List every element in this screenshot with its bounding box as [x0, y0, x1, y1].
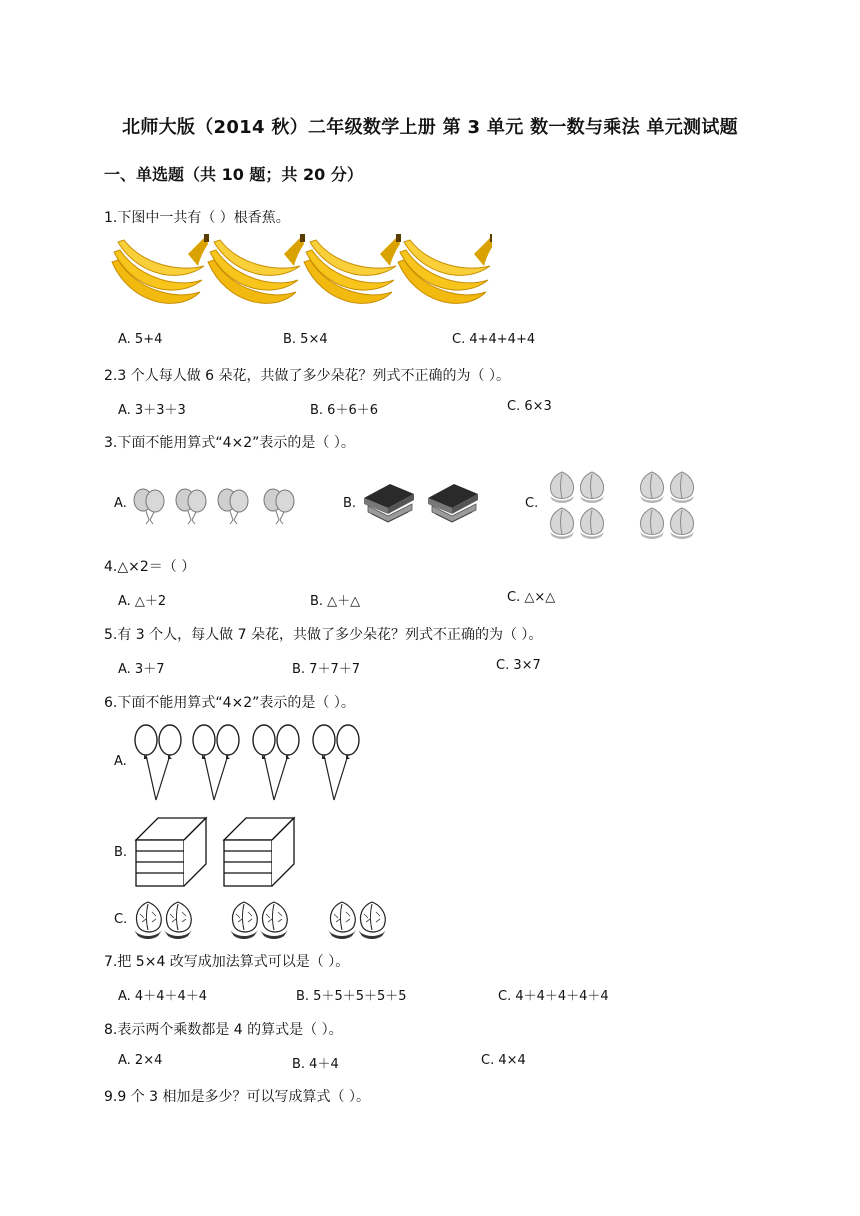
q8-option-b: B. 4＋4 — [292, 1057, 339, 1072]
q2-option-a: A. 3＋3＋3 — [118, 403, 186, 418]
book-stacks-image — [360, 478, 480, 526]
book-outline-stacks-image — [130, 814, 300, 890]
q1-option-a: A. 5+4 — [118, 332, 163, 347]
q7-option-a: A. 4＋4＋4＋4 — [118, 989, 208, 1004]
balloon-pairs-image — [132, 486, 302, 526]
peach-groups-image — [546, 470, 702, 542]
q5-option-b: B. 7＋7＋7 — [292, 662, 360, 677]
balloon-outline-image — [130, 722, 366, 804]
q6-option-c: C. — [114, 912, 128, 927]
section-heading: 一、单选题（共 10 题；共 20 分） — [104, 165, 363, 184]
page-title: 北师大版（2014 秋）二年级数学上册 第 3 单元 数一数与乘法 单元测试题 — [122, 117, 738, 138]
q5-option-c: C. 3×7 — [496, 658, 541, 673]
q1-option-c: C. 4+4+4+4 — [452, 332, 536, 347]
q8-option-c: C. 4×4 — [481, 1053, 526, 1068]
banana-bunches-image — [108, 234, 492, 314]
question-8: 8.表示两个乘数都是 4 的算式是（ ）。 — [104, 1022, 343, 1038]
question-5: 5.有 3 个人，每人做 7 朵花，共做了多少朵花？列式不正确的为（ ）。 — [104, 627, 543, 643]
q4-option-a: A. △＋2 — [118, 594, 167, 609]
q2-option-b: B. 6＋6＋6 — [310, 403, 378, 418]
q4-option-c: C. △×△ — [507, 590, 556, 605]
question-6: 6.下面不能用算式“4×2”表示的是（ ）。 — [104, 695, 355, 711]
question-2: 2.3 个人每人做 6 朵花，共做了多少朵花？列式不正确的为（ ）。 — [104, 368, 510, 384]
question-7: 7.把 5×4 改写成加法算式可以是（ ）。 — [104, 954, 350, 970]
question-3: 3.下面不能用算式“4×2”表示的是（ ）。 — [104, 435, 355, 451]
q3-option-b: B. — [343, 496, 357, 511]
q8-option-a: A. 2×4 — [118, 1053, 163, 1068]
q1-option-b: B. 5×4 — [283, 332, 328, 347]
q7-option-c: C. 4＋4＋4＋4＋4 — [498, 989, 609, 1004]
q3-option-c: C. — [525, 496, 539, 511]
q2-option-c: C. 6×3 — [507, 399, 552, 414]
question-1: 1.下图中一共有（ ）根香蕉。 — [104, 210, 290, 226]
q6-option-b: B. — [114, 845, 128, 860]
q5-option-a: A. 3＋7 — [118, 662, 165, 677]
q3-option-a: A. — [114, 496, 127, 511]
q6-option-a: A. — [114, 754, 127, 769]
q7-option-b: B. 5＋5＋5＋5＋5 — [296, 989, 407, 1004]
question-4: 4.△×2＝（ ） — [104, 559, 196, 575]
question-9: 9.9 个 3 相加是多少？可以写成算式（ ）。 — [104, 1089, 370, 1105]
peach-outline-pairs-image — [130, 896, 402, 940]
q4-option-b: B. △＋△ — [310, 594, 361, 609]
